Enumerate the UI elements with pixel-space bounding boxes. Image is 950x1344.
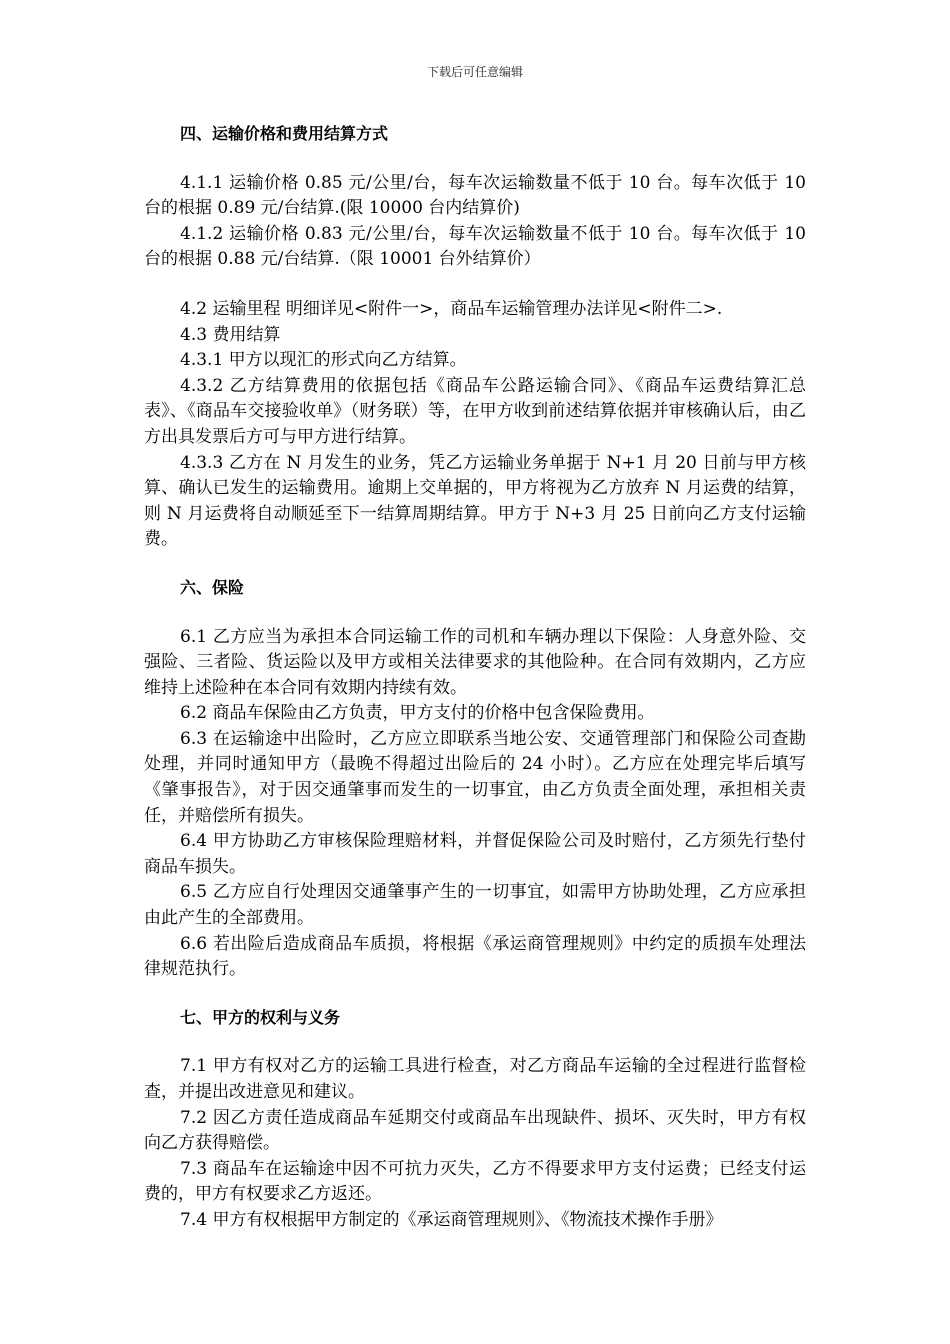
spacer <box>144 1030 806 1054</box>
paragraph: 6.5 乙方应自行处理因交通肇事产生的一切事宜，如需甲方协助处理，乙方应承担由此产生的全部费用。 <box>144 882 806 929</box>
paragraph: 4.1.2 运输价格 0.83 元/公里/台，每车次运输数量不低于 10 台。每车次低于 10 台的根据 0.88 元/台结算.（限 10001 台外结算价） <box>144 223 806 270</box>
paragraph: 6.2 商品车保险由乙方负责，甲方支付的价格中包含保险费用。 <box>180 703 655 724</box>
paragraph: 6.4 甲方协助乙方审核保险理赔材料，并督促保险公司及时赔付，乙方须先行垫付商品车损失。 <box>144 831 806 877</box>
paragraph: 4.3.3 乙方在 N 月发生的业务，凭乙方运输业务单据于 N+1 月 20 日前与甲方核算、确认已发生的运输费用。逾期上交单据的，甲方将视为乙方放弃 N 月运费的结算，则 N 月运费将自动顺延至下一结算周期结算。甲方于 N+3 月 25 日前向乙方支付运输费。 <box>144 452 806 550</box>
page-header: 下载后可任意编辑 <box>426 65 523 79</box>
paragraph: 7.3 商品车在运输途中因不可抗力灭失，乙方不得要求甲方支付运费；已经支付运费的，甲方有权要求乙方返还。 <box>144 1158 806 1205</box>
document-body <box>144 121 806 1234</box>
paragraph: 6.6 若出险后造成商品车质损，将根据《承运商管理规则》中约定的质损车处理法律规范执行。 <box>144 933 806 980</box>
paragraph: 7.1 甲方有权对乙方的运输工具进行检查，对乙方商品车运输的全过程进行监督检查，并提出改进意见和建议。 <box>144 1056 806 1102</box>
paragraph: 4.3.1 甲方以现汇的形式向乙方结算。 <box>180 350 467 371</box>
paragraph: 4.1.1 运输价格 0.85 元/公里/台，每车次运输数量不低于 10 台。每车次低于 10 台的根据 0.89 元/台结算.(限 10000 台内结算价) <box>144 172 806 219</box>
paragraph: 6.1 乙方应当为承担本合同运输工作的司机和车辆办理以下保险：人身意外险、交强险、三者险、货运险以及甲方或相关法律要求的其他险种。在合同有效期内，乙方应维持上述险种在本合同有效期内持续有效。 <box>144 626 806 698</box>
section-heading-insurance: 六、保险 <box>180 577 245 597</box>
section-heading-pricing: 四、运输价格和费用结算方式 <box>180 124 389 143</box>
spacer <box>144 147 806 171</box>
spacer <box>144 553 806 575</box>
paragraph: 4.3 费用结算 <box>180 324 281 345</box>
spacer <box>144 273 806 297</box>
paragraph: 4.3.2 乙方结算费用的依据包括《商品车公路运输合同》、《商品车运费结算汇总表》、《商品车交接验收单》（财务联）等，在甲方收到前述结算依据并审核确认后，由乙方出具发票后方可与甲方进行结算。 <box>144 375 806 447</box>
paragraph: 4.2 运输里程 明细详见<附件一>，商品车运输管理办法详见<附件二>. <box>180 298 723 319</box>
paragraph: 6.3 在运输途中出险时，乙方应立即联系当地公安、交通管理部门和保险公司查勘处理，并同时通知甲方（最晚不得超过出险后的 24 小时）。乙方应在处理完毕后填写《肇事报告》，对于因交通肇事而发生的一切事宜，由乙方负责全面处理，承担相关责任，并赔偿所有损失。 <box>144 728 806 826</box>
paragraph: 7.2 因乙方责任造成商品车延期交付或商品车出现缺件、损坏、灭失时，甲方有权向乙方获得赔偿。 <box>144 1107 806 1154</box>
spacer <box>144 983 806 1005</box>
section-heading-party-a-rights: 七、甲方的权利与义务 <box>180 1007 341 1027</box>
spacer <box>144 601 806 625</box>
paragraph: 7.4 甲方有权根据甲方制定的《承运商管理规则》、《物流技术操作手册》 <box>180 1209 723 1230</box>
